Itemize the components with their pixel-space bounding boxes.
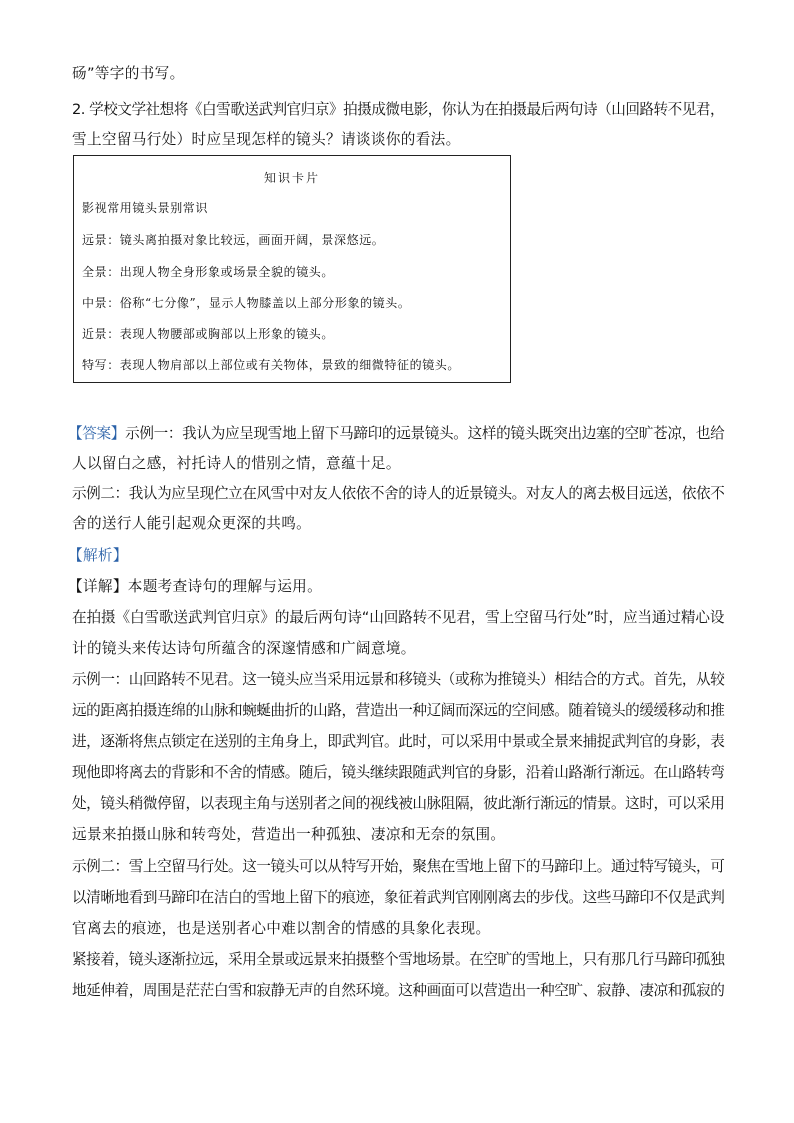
body-line: 示例一：山回路转不见君。这一镜头应当采用远景和移镜头（或称为推镜头）相结合的方式。首先，从较 — [72, 671, 725, 688]
card-item: 近景：表现人物腰部或胸部以上形象的镜头。 — [82, 327, 335, 341]
answer-line: 示例二：我认为应呈现伫立在风雪中对友人依依不舍的诗人的近景镜头。对友人的离去极目远送，依依不 — [72, 485, 725, 502]
question-line: 2. 学校文学社想将《白雪歌送武判官归京》拍摄成微电影，你认为在拍摄最后两句诗（山回路转不见君， — [72, 101, 725, 118]
text-line: 砀”等字的书写。 — [72, 65, 185, 82]
card-title: 知识卡片 — [263, 171, 320, 185]
body-line: 在拍摄《白雪歌送武判官归京》的最后两句诗“山回路转不见君，雪上空留马行处”时，应当通过精心设 — [72, 609, 725, 626]
answer-line: 人以留白之感，衬托诗人的惜别之情，意蕴十足。 — [72, 455, 401, 472]
body-line: 官离去的痕迹，也是送别者心中难以割舍的情感的具象化表现。 — [72, 920, 491, 937]
body-line: 地延伸着，周围是茫茫白雪和寂静无声的自然环境。这种画面可以营造出一种空旷、寂静、凄凉和孤寂的 — [72, 982, 725, 999]
question-line: 雪上空留马行处）时应呈现怎样的镜头？请谈谈你的看法。 — [72, 131, 461, 148]
body-line: 远景来拍摄山脉和转弯处，营造出一种孤独、凄凉和无奈的氛围。 — [72, 826, 506, 843]
detail-tag: 【详解】 — [68, 578, 128, 595]
body-line: 处，镜头稍微停留，以表现主角与送别者之间的视线被山脉阻隔，彼此渐行渐远的情景。这时，可以采用 — [72, 795, 725, 812]
card-item: 中景：俗称“七分像”，显示人物膝盖以上部分形象的镜头。 — [82, 296, 411, 310]
body-line: 紧接着，镜头逐渐拉远，采用全景或远景来拍摄整个雪地场景。在空旷的雪地上，只有那几行马蹄印孤独 — [72, 951, 725, 968]
analysis-tag: 【解析】 — [68, 547, 128, 564]
body-line: 示例二：雪上空留马行处。这一镜头可以从特写开始，聚焦在雪地上留下的马蹄印上。通过特写镜头，可 — [72, 858, 725, 875]
answer-text: 示例一：我认为应呈现雪地上留下马蹄印的远景镜头。这样的镜头既突出边塞的空旷苍凉，也给 — [125, 425, 725, 442]
body-line: 现他即将离去的背影和不舍的情感。随后，镜头继续跟随武判官的身影，沿着山路渐行渐远。在山路转弯 — [72, 764, 725, 781]
answer-tag: 【答案】 — [68, 425, 126, 442]
body-line: 计的镜头来传达诗句所蕴含的深邃情感和广阔意境。 — [72, 640, 416, 657]
card-subtitle: 影视常用镜头景别常识 — [82, 201, 209, 215]
body-line: 以清晰地看到马蹄印在洁白的雪地上留下的痕迹，象征着武判官刚刚离去的步伐。这些马蹄印不仅是武判 — [72, 889, 725, 906]
card-item: 远景：镜头离拍摄对象比较远，画面开阔，景深悠远。 — [82, 233, 385, 247]
knowledge-card — [73, 155, 511, 383]
detail-text: 本题考查诗句的理解与运用。 — [127, 578, 323, 595]
body-line: 进，逐渐将焦点锁定在送别的主角身上，即武判官。此时，可以采用中景或全景来捕捉武判官的身影，表 — [72, 733, 725, 750]
detail-line — [68, 575, 322, 599]
answer-line — [68, 422, 724, 446]
body-line: 远的距离拍摄连绵的山脉和蜿蜒曲折的山路，营造出一种辽阔而深远的空间感。随着镜头的缓缓移动和推 — [72, 702, 725, 719]
answer-line: 舍的送行人能引起观众更深的共鸣。 — [72, 515, 312, 532]
card-item: 特写：表现人物肩部以上部位或有关物体，景致的细微特征的镜头。 — [82, 358, 461, 372]
card-item: 全景：出现人物全身形象或场景全貌的镜头。 — [82, 265, 335, 279]
